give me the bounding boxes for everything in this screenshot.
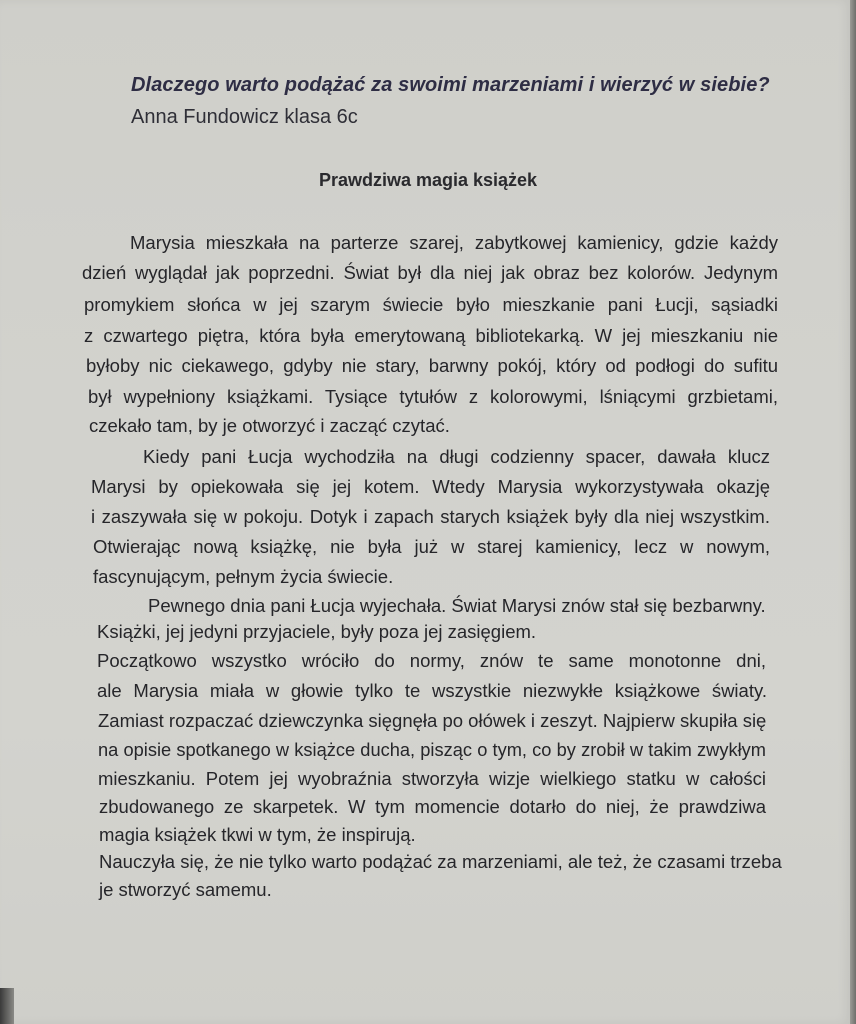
text-line: Książki, jej jedyni przyjaciele, były poza jej zasięgiem. — [97, 621, 537, 642]
text-line: i zaszywała się w pokoju. Dotyk i zapach starych książek były dla niej wszystkim. — [91, 506, 770, 527]
page-edge-shadow — [850, 0, 856, 1024]
essay-title: Prawdziwa magia książek — [318, 170, 538, 190]
text-line: Zamiast rozpaczać dziewczynka sięgnęła po ołówek i zeszyt. Najpierw skupiła się — [98, 710, 767, 731]
text-line: na opisie spotkanego w książce ducha, pisząc o tym, co by zrobił w takim zwykłym — [98, 739, 766, 760]
text-line: Otwierając nową książkę, nie była już w starej kamienicy, lecz w nowym, — [93, 536, 770, 557]
text-line: Początkowo wszystko wróciło do normy, znów te same monotonne dni, — [97, 650, 766, 671]
page-corner-shadow — [0, 988, 14, 1024]
text-line: Nauczyła się, że nie tylko warto podążać za marzeniami, ale też, że czasami trzeba — [99, 851, 782, 872]
text-line: dzień wyglądał jak poprzedni. Świat był dla niej jak obraz bez kolorów. Jedynym — [82, 262, 778, 283]
text-line: Marysi by opiekowała się jej kotem. Wtedy Marysia wykorzystywała okazję — [91, 476, 770, 497]
text-line: mieszkaniu. Potem jej wyobraźnia stworzyła wizje wielkiego statku w całości — [98, 768, 766, 789]
essay-subject: Dlaczego warto podążać za swoimi marzeniami i wierzyć w siebie? — [131, 74, 770, 96]
text-line: Kiedy pani Łucja wychodziła na długi codzienny spacer, dawała klucz — [143, 446, 770, 467]
text-line: promykiem słońca w jej szarym świecie było mieszkanie pani Łucji, sąsiadki — [84, 294, 778, 315]
text-line: magia książek tkwi w tym, że inspirują. — [99, 824, 416, 845]
text-line: ale Marysia miała w głowie tylko te wszystkie niezwykłe książkowe światy. — [97, 680, 767, 701]
text-line: Marysia mieszkała na parterze szarej, zabytkowej kamienicy, gdzie każdy — [130, 232, 778, 253]
text-line: byłoby nic ciekawego, gdyby nie stary, barwny pokój, który od podłogi do sufitu — [86, 355, 778, 376]
text-line: fascynującym, pełnym życia świecie. — [93, 566, 394, 587]
text-line: czekało tam, by je otworzyć i zacząć czytać. — [89, 415, 450, 436]
text-line: zbudowanego ze skarpetek. W tym momencie dotarło do niej, że prawdziwa — [99, 796, 766, 817]
text-line: był wypełniony książkami. Tysiące tytułów z kolorowymi, lśniącymi grzbietami, — [88, 386, 778, 407]
author-line: Anna Fundowicz klasa 6c — [131, 106, 358, 128]
text-line: je stworzyć samemu. — [99, 879, 272, 900]
text-line: Pewnego dnia pani Łucja wyjechała. Świat Marysi znów stał się bezbarwny. — [148, 595, 766, 616]
text-line: z czwartego piętra, która była emerytowaną bibliotekarką. W jej mieszkaniu nie — [84, 325, 778, 346]
